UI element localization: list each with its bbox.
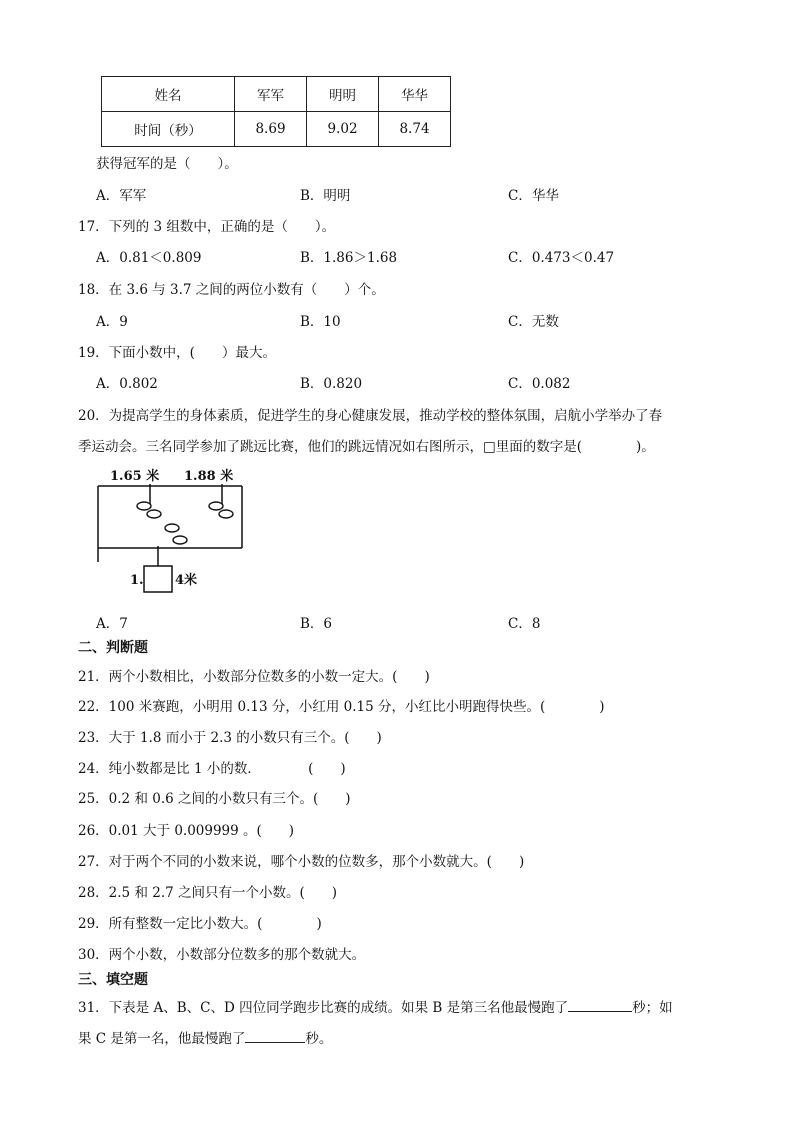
table-header-row [102,77,451,112]
footprints-icon [137,502,233,544]
q31-text-line2a: 果 C 是第一名，他最慢跑了 [78,1031,246,1047]
q18-option-b[interactable]: B．10 [300,314,341,330]
jump-label-right: 1.88 米 [184,469,234,484]
q16-option-c[interactable]: C．华华 [508,188,559,204]
q17-option-c[interactable]: C．0.473＜0.47 [508,250,615,266]
question-31-line1 [78,996,673,1016]
judgement-item: 28．2.5 和 2.7 之间只有一个小数。( ) [78,885,338,901]
jump-label-bottom-right: 4米 [175,573,198,588]
table-row [102,112,451,147]
question-20-line1: 20．为提高学生的身体素质，促进学生的身心健康发展，推动学校的整体氛围，启航小学举办了春 [78,408,663,424]
q20-option-c[interactable]: C．8 [508,616,541,632]
table-cell: 华华 [379,77,451,112]
jump-label-left: 1.65 米 [110,469,160,484]
q31-blank-2[interactable] [245,1028,305,1043]
q31-text-line2b: 秒。 [305,1031,333,1047]
q18-option-c[interactable]: C．无数 [508,314,559,330]
judgement-item: 23．大于 1.8 而小于 2.3 的小数只有三个。( ) [78,730,382,746]
long-jump-figure [92,462,252,594]
table-cell: 姓名 [102,77,235,112]
q19-option-a[interactable]: A．0.802 [96,376,158,392]
q31-text-part2: 秒；如 [632,1000,673,1016]
question-17-stem: 17．下列的 3 组数中，正确的是（ ）。 [78,219,336,235]
table-cell: 军军 [235,77,307,112]
q18-option-a[interactable]: A．9 [96,314,128,330]
q19-option-c[interactable]: C．0.082 [508,376,571,392]
judgement-item: 25．0.2 和 0.6 之间的小数只有三个。( ) [78,791,351,807]
jump-label-bottom-left: 1. [130,573,144,588]
judgement-item: 26．0.01 大于 0.009999 。( ) [78,823,295,839]
question-16-stem: 获得冠军的是（ ）。 [96,156,238,172]
question-19-stem: 19．下面小数中，( ）最大。 [78,345,276,361]
q20-option-a[interactable]: A．7 [96,616,128,632]
table-cell: 时间（秒） [102,112,235,147]
q20-option-b[interactable]: B．6 [300,616,333,632]
judgement-item: 27．对于两个不同的小数来说，哪个小数的位数多，那个小数就大。( ) [78,854,525,870]
section-2-title: 二、判断题 [78,640,148,656]
score-table [101,76,451,147]
judgement-item: 30．两个小数，小数部分位数多的那个数就大。 [78,947,366,963]
q31-blank-1[interactable] [568,997,632,1012]
table-cell: 8.69 [235,112,307,147]
q17-option-a[interactable]: A．0.81＜0.809 [96,250,202,266]
judgement-item: 29．所有整数一定比小数大。( ) [78,916,322,932]
answer-box[interactable] [144,566,172,592]
section-3-title: 三、填空题 [78,972,148,988]
table-cell: 明明 [307,77,379,112]
question-31-line2 [78,1027,332,1047]
q16-option-b[interactable]: B．明明 [300,188,351,204]
q17-option-b[interactable]: B．1.86＞1.68 [300,250,398,266]
table-cell: 8.74 [379,112,451,147]
judgement-item: 24．纯小数都是比 1 小的数． ( ) [78,761,346,777]
judgement-item: 22．100 米赛跑，小明用 0.13 分，小红用 0.15 分，小红比小明跑得快些。( ) [78,699,605,715]
q16-option-a[interactable]: A．军军 [96,188,147,204]
question-20-line2: 季运动会。三名同学参加了跳远比赛，他们的跳远情况如右图所示，□里面的数字是( )。 [78,439,655,455]
q19-option-b[interactable]: B．0.820 [300,376,363,392]
question-18-stem: 18．在 3.6 与 3.7 之间的两位小数有（ ）个。 [78,282,385,298]
table-cell: 9.02 [307,112,379,147]
q31-text-part1: 31．下表是 A、B、C、D 四位同学跑步比赛的成绩。如果 B 是第三名他最慢跑了 [78,1000,569,1016]
judgement-item: 21．两个小数相比，小数部分位数多的小数一定大。( ) [78,669,430,685]
